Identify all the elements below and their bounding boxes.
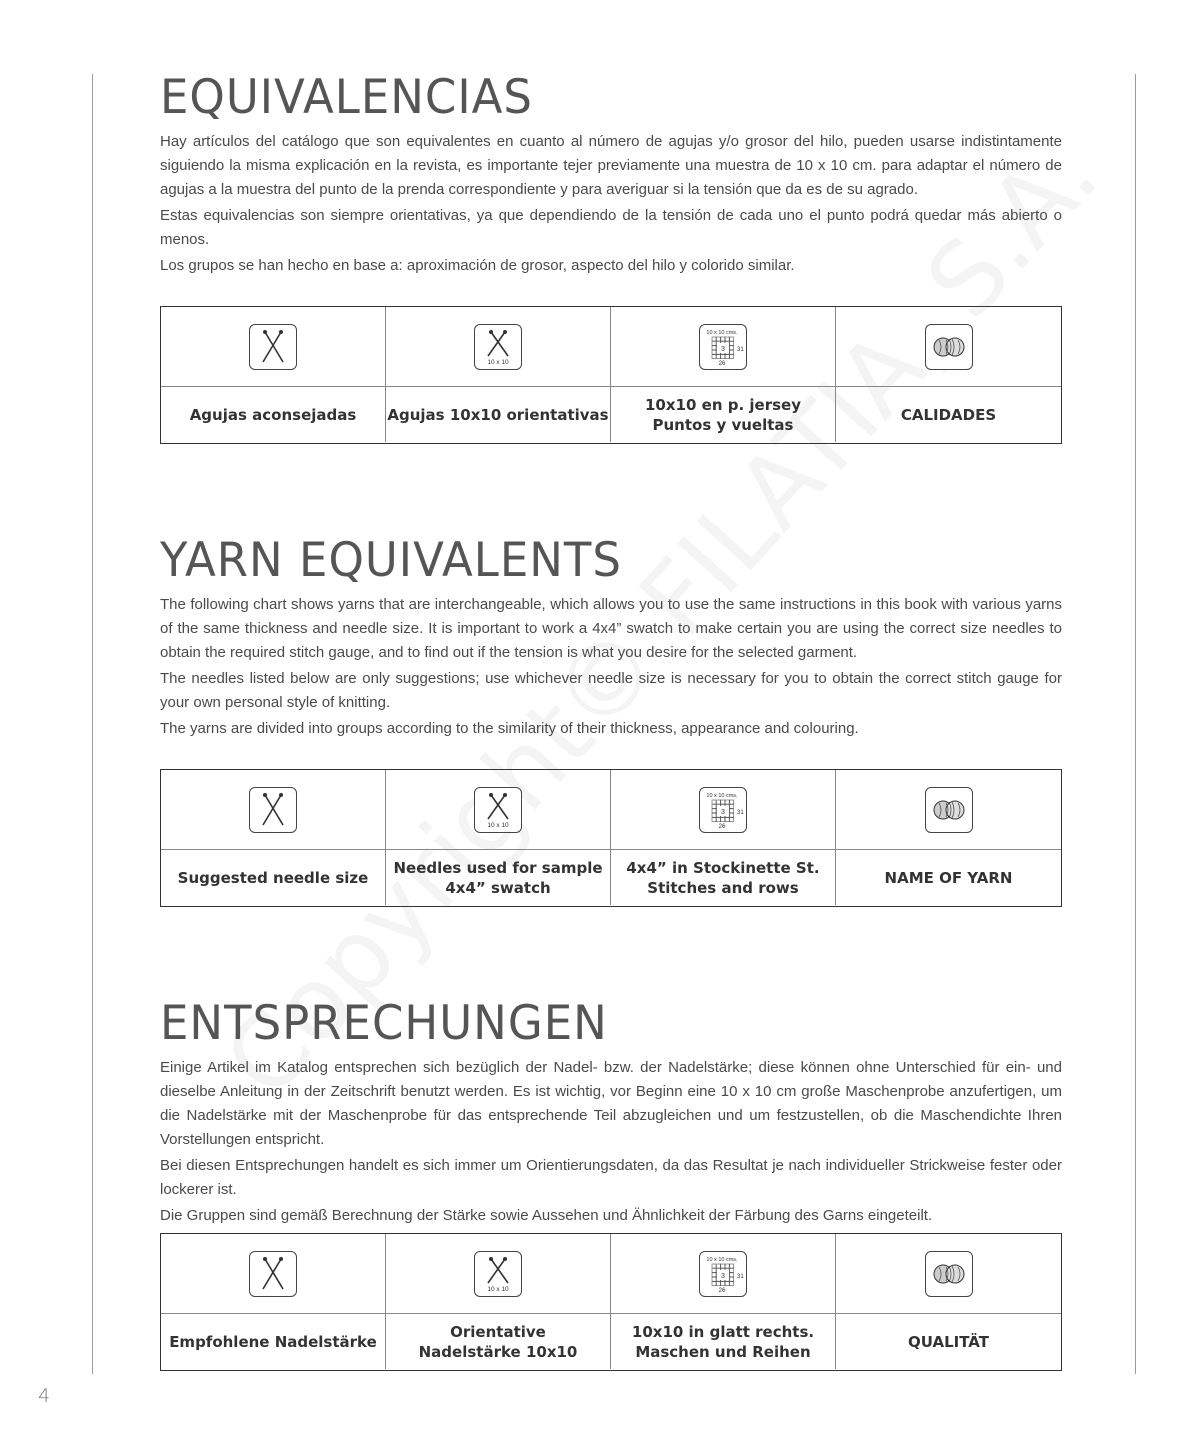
needles-caption: 10 x 10 [487,1285,509,1293]
column-label: Empfohlene Nadelstärke [161,1314,386,1369]
yarn-ball-icon [925,324,973,370]
swatch-bottom: 26 [718,823,726,830]
knitting-needles-icon [249,787,297,833]
right-margin-rule [1135,74,1136,1374]
swatch-gauge-icon [699,1251,747,1297]
column-label: CALIDADES [900,405,997,424]
swatch-gauge-icon [699,787,747,833]
swatch-right: 31 [737,1273,744,1280]
equivalence-table-german [160,1233,1062,1371]
icon-cell [611,1234,836,1314]
needles-caption: 10 x 10 [487,358,509,366]
column-label: Suggested needle size [161,850,386,905]
paragraph: Estas equivalencias son siempre orientativas, ya que dependiendo de la tensión de cada uno el punto podrá quedar más abierto o menos. [160,207,1062,248]
paragraph: The yarns are divided into groups according to the similarity of their thickness, appearance and colouring. [160,720,859,737]
column-label: NAME OF YARN [884,868,1013,887]
paragraph: Einige Artikel im Katalog entsprechen sich bezüglich der Nadel- bzw. der Nadelstärke; diese können ohne Unterschied für ein- und dieselbe Anleitung in der Zeitschrift benutzt werden. Es ist wichtig, vor Beginn eine 10 x 10 cm große Maschenprobe anzufertigen, um die Nadelstärke mit der Maschenprobe für das entsprechende Teil abzugleichen und um festzustellen, ob die Maschendichte Ihren Vorstellungen entspricht. [160,1059,1062,1148]
icon-cell [611,307,836,387]
swatch-center: 3 [721,345,725,353]
icon-cell [386,307,611,387]
icon-cell [611,770,836,850]
paragraph: Die Gruppen sind gemäß Berechnung der Stärke sowie Aussehen und Ähnlichkeit der Färbung des Garns eingeteilt. [160,1207,933,1224]
section-title: EQUIVALENCIAS [160,68,533,125]
column-label: QUALITÄT [908,1332,989,1351]
knitting-needles-icon [249,324,297,370]
swatch-center: 3 [721,808,725,816]
equivalence-table-english [160,769,1062,907]
column-label: 4x4” in Stockinette St. Stitches and rows [611,850,836,905]
section-german [160,996,1062,1230]
icon-cell [836,307,1061,387]
column-label: Agujas aconsejadas [161,387,386,442]
equivalence-table-spanish [160,306,1062,444]
column-label: Orientative Nadelstärke 10x10 [386,1314,611,1369]
icon-cell [386,1234,611,1314]
icon-cell [836,770,1061,850]
left-margin-rule [92,74,93,1374]
swatch-right: 31 [737,346,744,353]
swatch-center: 3 [721,1272,725,1280]
section-title: ENTSPRECHUNGEN [160,994,608,1051]
icon-cell [161,770,386,850]
paragraph: The needles listed below are only suggestions; use whichever needle size is necessary for you to obtain the correct stitch gauge for your own personal style of knitting. [160,670,1062,711]
needles-10x10-icon [474,324,522,370]
swatch-right: 31 [737,809,744,816]
yarn-ball-icon [925,787,973,833]
icon-cell [386,770,611,850]
swatch-gauge-icon [699,324,747,370]
knitting-needles-icon [249,1251,297,1297]
column-label: 10x10 in glatt rechts. Maschen und Reihen [611,1314,836,1369]
needles-caption: 10 x 10 [487,821,509,829]
needles-10x10-icon [474,1251,522,1297]
paragraph: Los grupos se han hecho en base a: aproximación de grosor, aspecto del hilo y colorido similar. [160,257,795,274]
paragraph: Hay artículos del catálogo que son equivalentes en cuanto al número de agujas y/o grosor del hilo, pueden usarse indistintamente siguiendo la misma explicación en la revista, es importante tejer previamente una muestra de 10 x 10 cm. para adaptar el número de agujas a la muestra del punto de la prenda correspondiente y para averiguar si la tensión que da es de su agrado. [160,133,1062,198]
paragraph: Bei diesen Entsprechungen handelt es sich immer um Orientierungsdaten, da das Resultat je nach individueller Strickweise fester oder lockerer ist. [160,1157,1062,1198]
paragraph: The following chart shows yarns that are interchangeable, which allows you to use the same instructions in this book with various yarns of the same thickness and needle size. It is important to work a 4x4” swatch to make certain you are using the correct size needles to obtain the required stitch gauge, and to find out if the tension is what you desire for the selected garment. [160,596,1062,661]
section-title: YARN EQUIVALENTS [160,531,622,588]
swatch-top: 10 x 10 cms. [706,1256,738,1263]
column-label: Agujas 10x10 orientativas [386,387,611,442]
column-label: Needles used for sample 4x4” swatch [386,850,611,905]
needles-10x10-icon [474,787,522,833]
column-label: 10x10 en p. jersey Puntos y vueltas [611,387,836,442]
swatch-bottom: 26 [718,360,726,367]
swatch-top: 10 x 10 cms. [706,329,738,336]
swatch-bottom: 26 [718,1287,726,1294]
icon-cell [836,1234,1061,1314]
section-spanish [160,70,1062,280]
icon-cell [161,307,386,387]
page-number: 4 [38,1385,51,1407]
icon-cell [161,1234,386,1314]
section-english [160,533,1062,743]
yarn-ball-icon [925,1251,973,1297]
swatch-top: 10 x 10 cms. [706,792,738,799]
